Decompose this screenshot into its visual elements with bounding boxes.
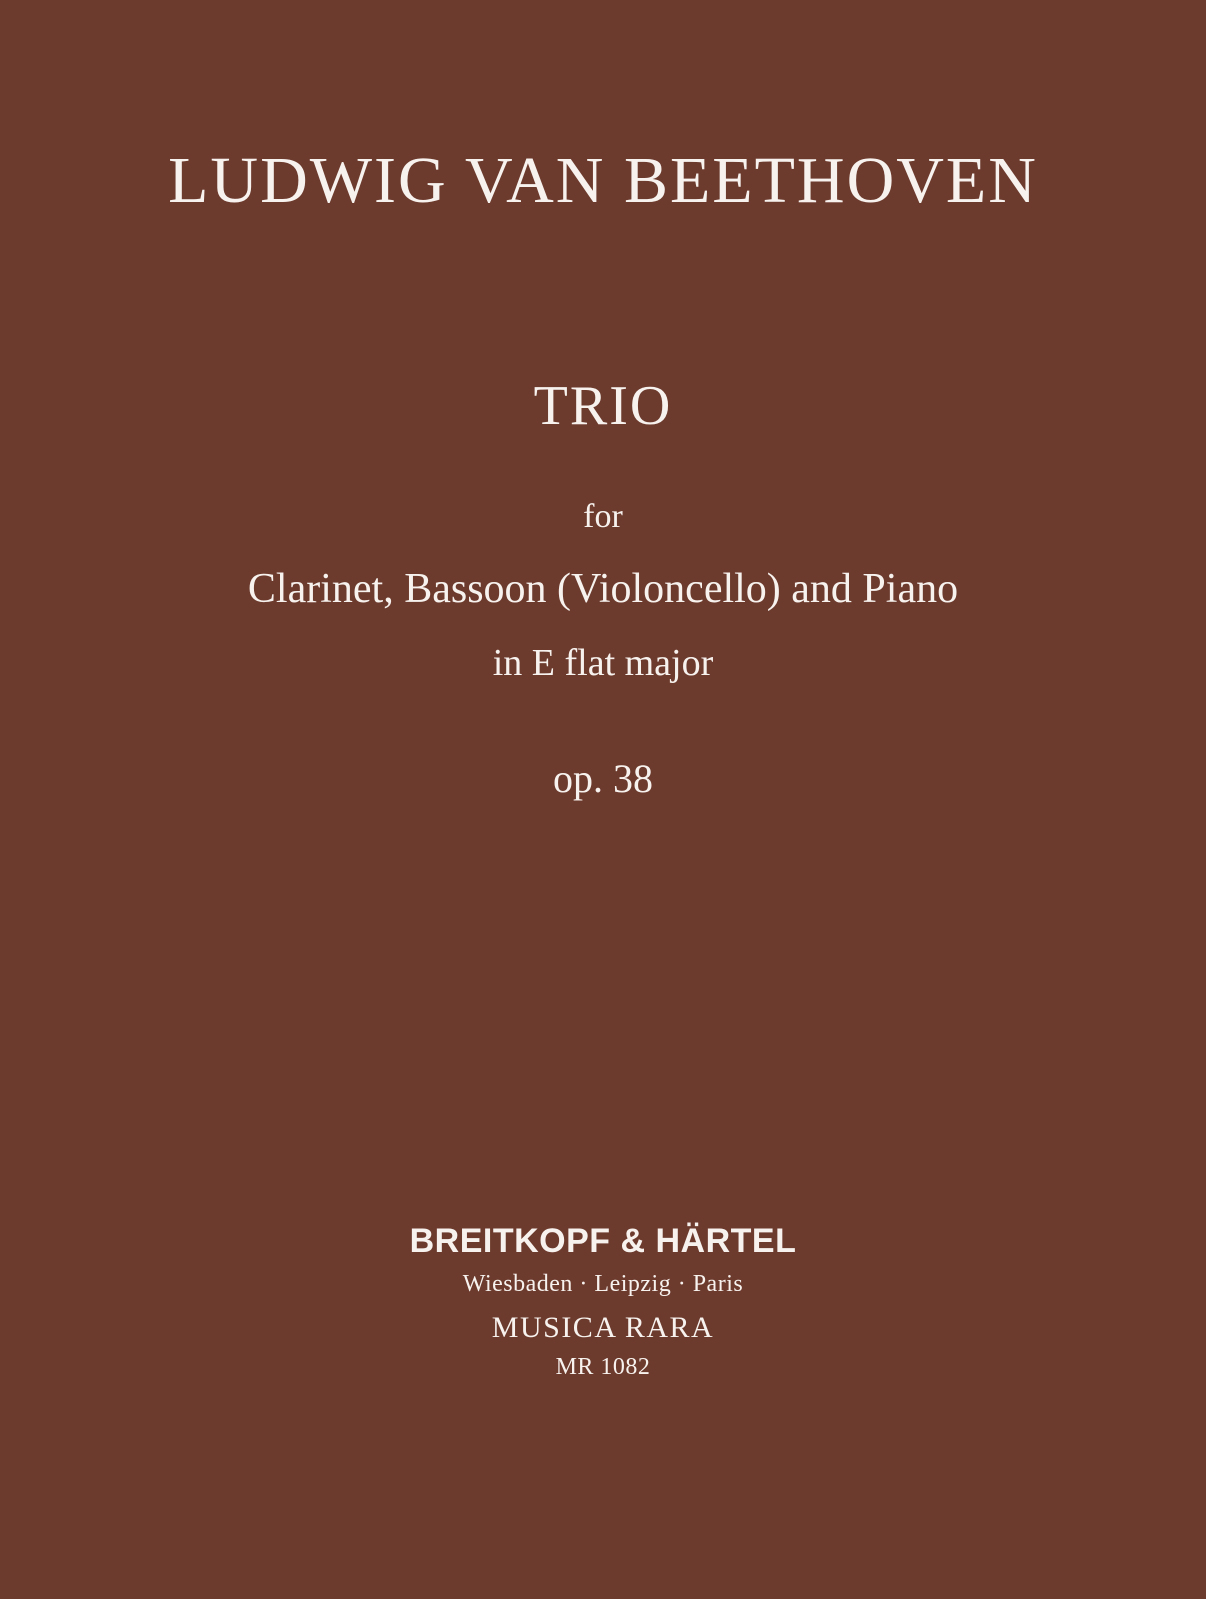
publisher-block <box>0 1222 1206 1382</box>
composer-name: LUDWIG VAN BEETHOVEN <box>168 144 1038 217</box>
plate-number: MR 1082 <box>555 1354 651 1381</box>
publisher-name: BREITKOPF & HÄRTEL <box>409 1222 797 1260</box>
for-label: for <box>583 498 623 535</box>
page-title: TRIO <box>533 375 673 437</box>
key-label: in E flat major <box>492 642 714 684</box>
imprint-name: MUSICA RARA <box>491 1310 715 1344</box>
instrumentation-label: Clarinet, Bassoon (Violoncello) and Piano <box>247 566 959 612</box>
opus-number: op. 38 <box>553 756 653 801</box>
publisher-cities: Wiesbaden · Leipzig · Paris <box>462 1271 744 1298</box>
